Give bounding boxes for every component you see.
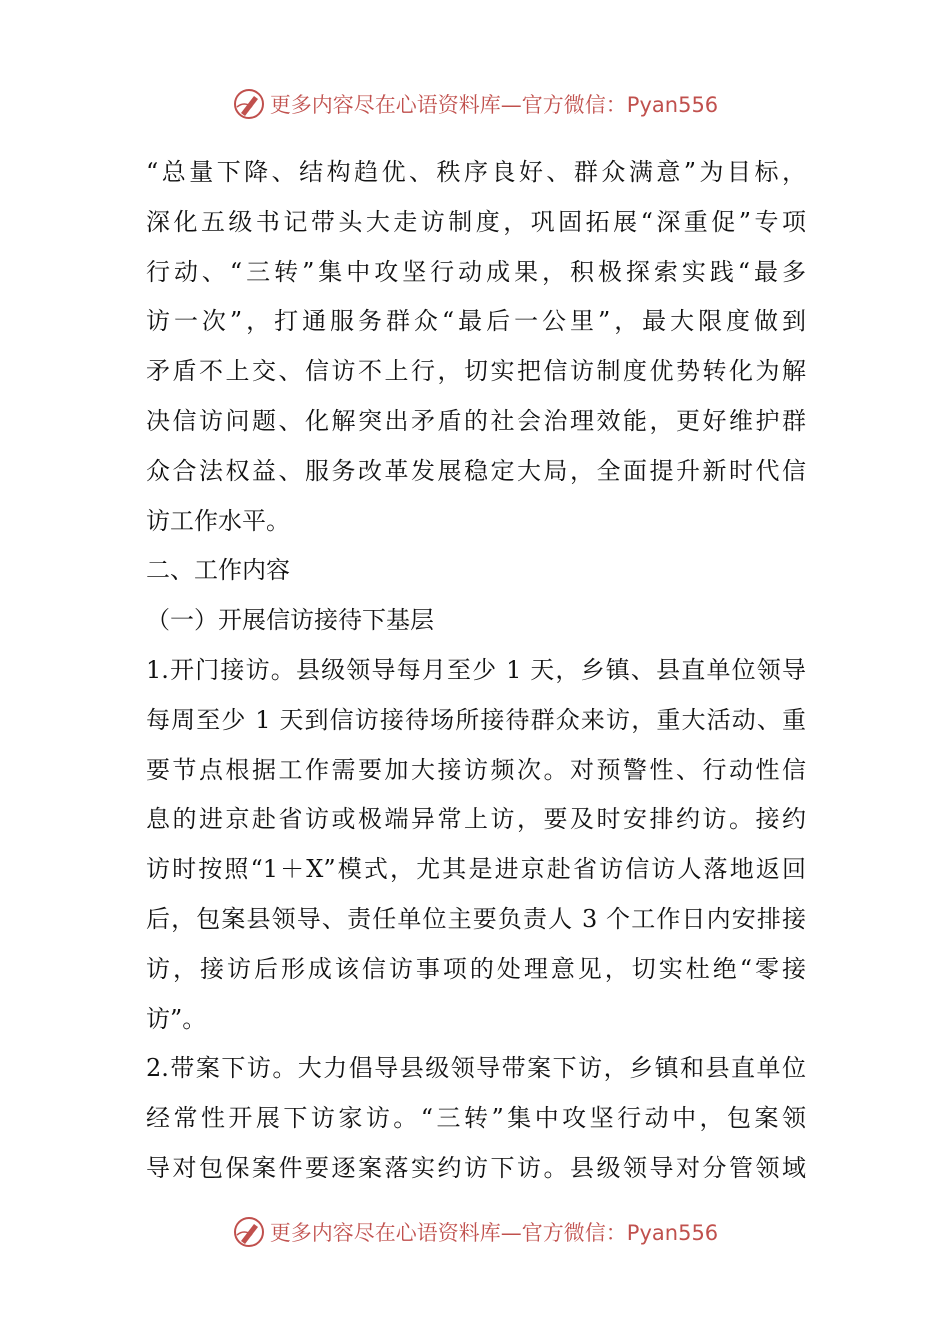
header-banner (0, 84, 950, 124)
body-line: 访，接访后形成该信访事项的处理意见，切实杜绝“零接 (146, 954, 806, 983)
body-line: 要节点根据工作需要加大接访频次。对预警性、行动性信 (146, 755, 806, 784)
body-line: 访一次”，打通服务群众“最后一公里”，最大限度做到 (146, 307, 806, 336)
body-line: 决信访问题、化解突出矛盾的社会治理效能，更好维护群 (146, 406, 806, 435)
body-line: “总量下降、结构趋优、秩序良好、群众满意”为目标， (146, 158, 806, 186)
body-line: 访时按照“1＋X”模式，尤其是进京赴省访信访人落地返回 (146, 855, 806, 884)
body-line: 行动、“三转”集中攻坚行动成果，积极探索实践“最多 (146, 257, 806, 286)
footer-banner-text: 更多内容尽在心语资料库—官方微信：Pyan556 (269, 1221, 719, 1245)
body-line: 后，包案县领导、责任单位主要负责人 3 个工作日内安排接 (146, 904, 806, 933)
body-line: 每周至少 1 天到信访接待场所接待群众来访，重大活动、重 (146, 705, 806, 734)
body-line: 访工作水平。 (146, 506, 290, 535)
footer-banner (0, 1212, 950, 1252)
body-line: 导对包保案件要逐案落实约访下访。县级领导对分管领域 (146, 1153, 806, 1182)
body-line: 1.开门接访。县级领导每月至少 1 天，乡镇、县直单位领导 (146, 655, 806, 684)
section-heading: 二、工作内容 (146, 556, 290, 585)
body-line: 经常性开展下访家访。“三转”集中攻坚行动中，包案领 (146, 1104, 806, 1133)
body-line: 矛盾不上交、信访不上行，切实把信访制度优势转化为解 (146, 357, 806, 386)
header-banner-text: 更多内容尽在心语资料库—官方微信：Pyan556 (269, 93, 719, 117)
document-body (146, 148, 806, 1194)
body-line: 息的进京赴省访或极端异常上访，要及时安排约访。接约 (146, 805, 806, 834)
body-line: 深化五级书记带头大走访制度，巩固拓展“深重促”专项 (146, 207, 806, 236)
pen-logo-icon (232, 1215, 266, 1249)
body-line: 2.带案下访。大力倡导县级领导带案下访，乡镇和县直单位 (146, 1054, 806, 1083)
body-line: 访”。 (146, 1004, 207, 1033)
subsection-heading: （一）开展信访接待下基层 (146, 606, 434, 635)
body-line: 众合法权益、服务改革发展稳定大局，全面提升新时代信 (146, 456, 806, 485)
pen-logo-icon (232, 87, 266, 121)
